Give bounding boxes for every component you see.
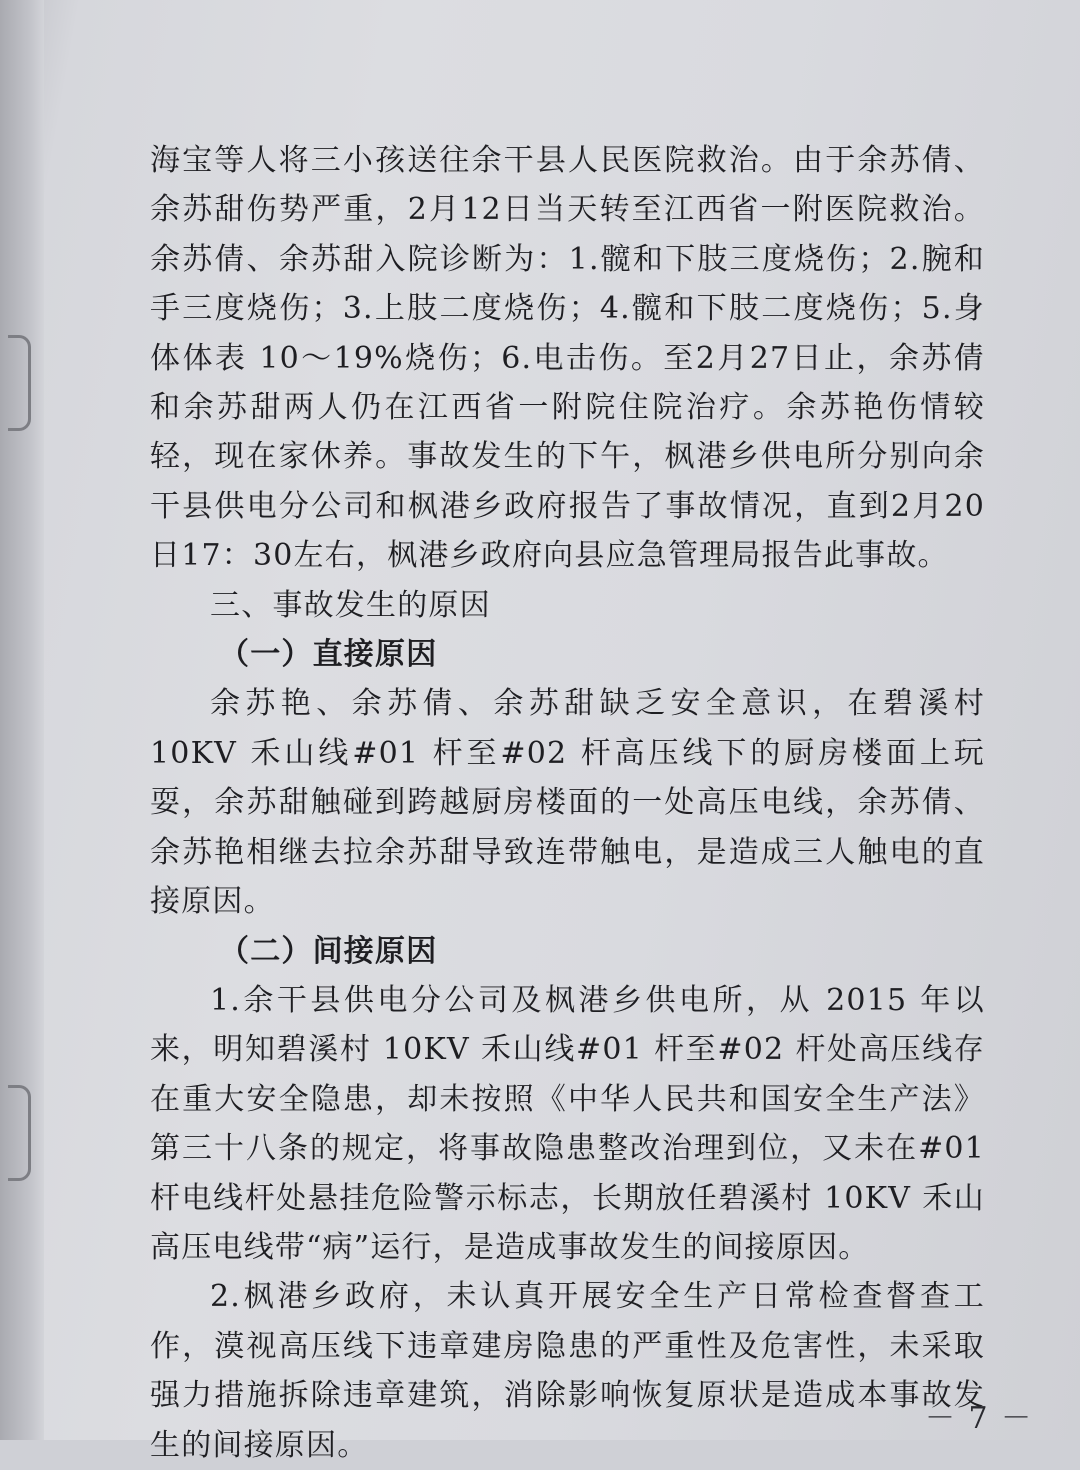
paragraph-indirect-cause-1: 1.余干县供电分公司及枫港乡供电所，从 2015 年以来，明知碧溪村 10KV 禾山线#01 杆至#02 杆处高压线存在重大安全隐患，却未按照《中华人民共和国安全生产法》第三十八条的规定，将事故隐患整改治理到位，又未在#01 杆电线杆处悬挂危险警示标志，长期放任碧溪村 10KV 禾山高压电线带“病”运行，是造成事故发生的间接原因。 [150, 982, 985, 1265]
paragraph-direct-cause: 余苏艳、余苏倩、余苏甜缺乏安全意识，在碧溪村 10KV 禾山线#01 杆至#02 杆高压线下的厨房楼面上玩耍，余苏甜触碰到跨越厨房楼面的一处高压电线，余苏倩、余苏艳相继去拉余苏甜导致连带触电，是造成三人触电的直接原因。 [150, 686, 985, 920]
subheading-direct-cause: （一）直接原因 [219, 637, 438, 673]
subheading-indirect-cause: （二）间接原因 [219, 933, 438, 969]
section-heading-causes: 三、事故发生的原因 [210, 587, 491, 623]
document-body [150, 136, 985, 1470]
staple-icon [8, 335, 31, 431]
paragraph-injury-details: 海宝等人将三小孩送往余干县人民医院救治。由于余苏倩、余苏甜伤势严重，2月12日当天转至江西省一附医院救治。余苏倩、余苏甜入院诊断为：1.髋和下肢三度烧伤；2.腕和手三度烧伤；3.上肢二度烧伤；4.髋和下肢二度烧伤；5.身体体表 10～19%烧伤；6.电击伤。至2月27日止，余苏倩和余苏甜两人仍在江西省一附院住院治疗。余苏艳伤情较轻，现在家休养。事故发生的下午，枫港乡供电所分别向余干县供电分公司和枫港乡政府报告了事故情况，直到2月20日17：30左右，枫港乡政府向县应急管理局报告此事故。 [150, 143, 985, 574]
staple-icon [8, 1085, 31, 1181]
page-binding-edge [0, 0, 44, 1440]
page-number: － 7 － [925, 1401, 1034, 1436]
paragraph-indirect-cause-2: 2.枫港乡政府，未认真开展安全生产日常检查督查工作，漠视高压线下违章建房隐患的严重性及危害性，未采取强力措施拆除违章建筑，消除影响恢复原状是造成本事故发生的间接原因。 [150, 1279, 985, 1463]
